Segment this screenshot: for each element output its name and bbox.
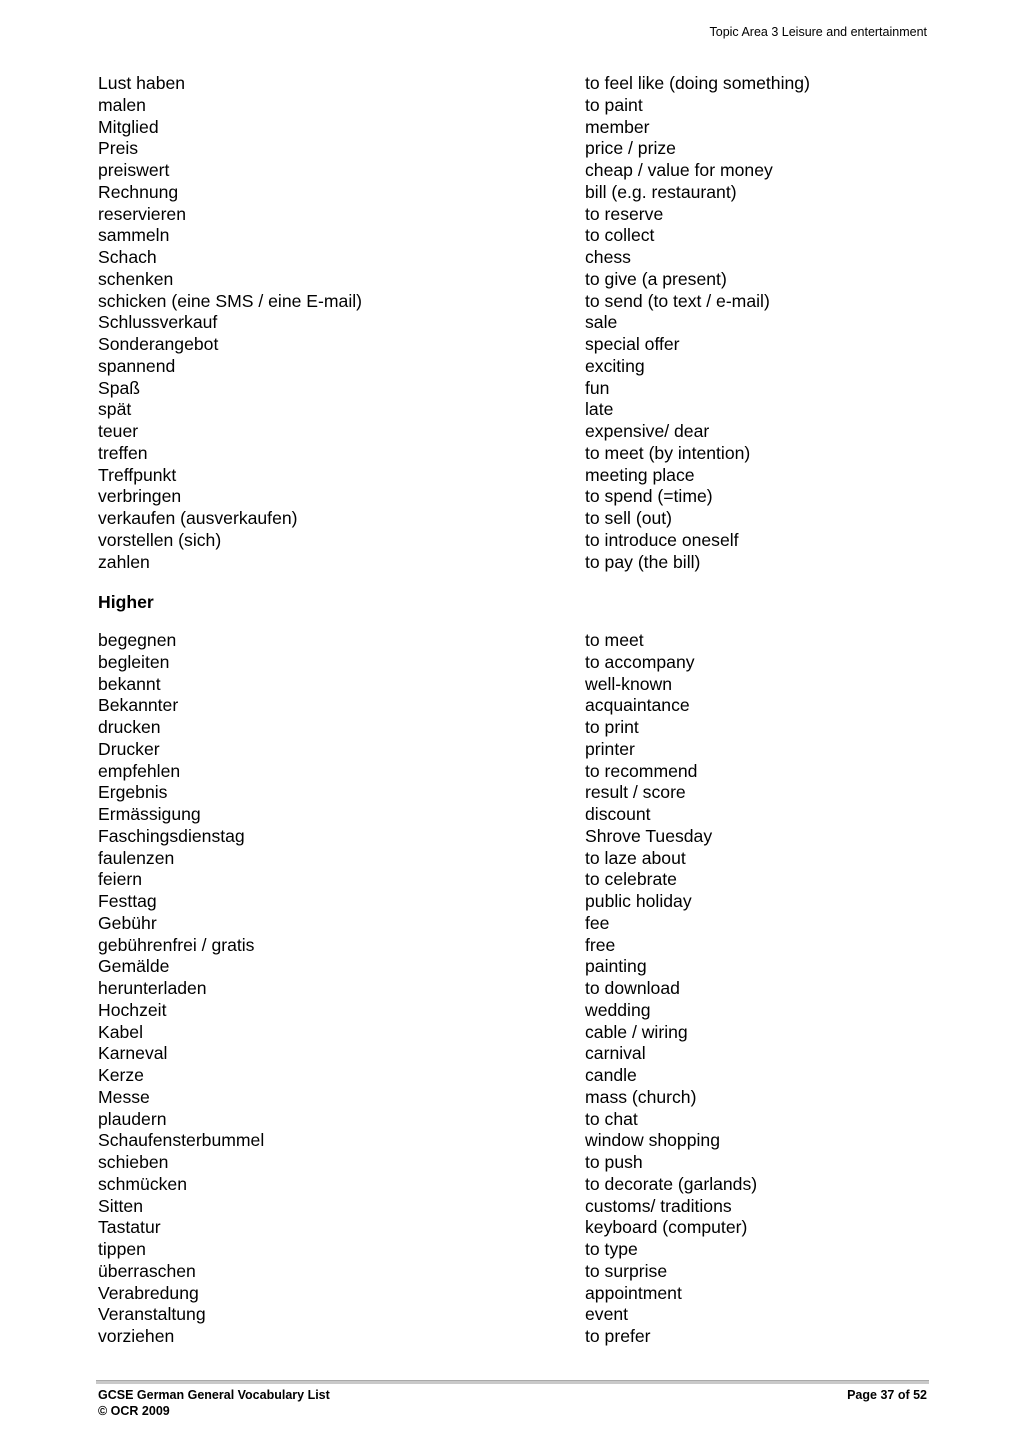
english-translation: event [585,1304,629,1325]
vocab-row [98,1304,928,1326]
german-term: reservieren [98,203,187,224]
german-term: vorstellen (sich) [98,529,222,550]
german-term: teuer [98,421,139,441]
english-translation: public holiday [585,891,692,911]
english-translation: to pay (the bill) [585,551,701,572]
german-term: begegnen [98,630,177,650]
german-term: empfehlen [98,760,181,781]
vocab-row [98,378,928,400]
english-translation: window shopping [585,1130,720,1151]
german-term: Schaufensterbummel [98,1130,265,1151]
vocab-row [98,1130,928,1152]
english-translation: appointment [585,1282,682,1303]
vocab-row [98,334,928,356]
english-translation: mass (church) [585,1086,697,1107]
german-term: spät [98,399,132,420]
vocab-row [98,1000,928,1022]
english-translation: to prefer [585,1326,651,1346]
german-term: Faschingsdienstag [98,825,245,846]
german-term: bekannt [98,673,161,694]
english-translation: to reserve [585,203,664,224]
vocab-row [98,804,928,826]
basic-vocab-list [98,73,928,573]
vocab-row [98,739,928,761]
german-term: sammeln [98,225,170,246]
german-term: Schach [98,247,157,267]
english-translation: fun [585,377,610,398]
english-translation: to send (to text / e-mail) [585,290,770,311]
vocab-row [98,761,928,783]
vocab-row [98,978,928,1000]
vocab-row [98,1174,928,1196]
english-translation: bill (e.g. restaurant) [585,181,737,202]
vocab-row [98,1022,928,1044]
english-translation: late [585,399,614,420]
vocab-row [98,399,928,421]
english-translation: to decorate (garlands) [585,1173,758,1194]
page-number: Page 37 of 52 [847,1388,927,1402]
vocab-row [98,891,928,913]
vocab-row [98,421,928,443]
vocab-row [98,552,928,574]
footer-divider [96,1380,929,1384]
german-term: preiswert [98,160,170,180]
german-term: Ermässigung [98,804,201,824]
english-translation: wedding [585,999,651,1020]
vocab-row [98,530,928,552]
german-term: zahlen [98,551,150,572]
german-term: Karneval [98,1043,168,1064]
german-term: verbringen [98,486,182,507]
vocab-row [98,312,928,334]
german-term: überraschen [98,1260,196,1281]
footer-title: GCSE German General Vocabulary List [98,1388,330,1402]
vocab-row [98,204,928,226]
vocab-row [98,443,928,465]
english-translation: to give (a present) [585,268,727,289]
english-translation: to push [585,1152,643,1172]
german-term: Treffpunkt [98,464,177,485]
german-term: Messe [98,1086,150,1107]
vocab-row [98,848,928,870]
vocab-row [98,695,928,717]
german-term: Mitglied [98,116,159,137]
vocab-row [98,225,928,247]
vocab-row [98,356,928,378]
vocab-row [98,182,928,204]
vocab-row [98,138,928,160]
english-translation: to celebrate [585,869,677,890]
german-term: Lust haben [98,73,186,93]
page-header-topic: Topic Area 3 Leisure and entertainment [709,25,927,39]
vocab-row [98,1196,928,1218]
german-term: begleiten [98,651,170,672]
english-translation: acquaintance [585,695,690,716]
english-translation: to recommend [585,760,698,781]
german-term: Kerze [98,1065,144,1085]
vocab-row [98,1087,928,1109]
vocab-row [98,956,928,978]
english-translation: to sell (out) [585,508,673,528]
vocab-row [98,1065,928,1087]
german-term: Gebühr [98,912,157,933]
footer-copyright: © OCR 2009 [98,1404,170,1418]
german-term: Bekannter [98,695,179,716]
vocab-row [98,1283,928,1305]
german-term: Spaß [98,377,141,398]
german-term: malen [98,94,146,115]
german-term: drucken [98,717,161,737]
english-translation: to spend (=time) [585,486,713,507]
english-translation: to laze about [585,847,686,868]
english-translation: price / prize [585,138,676,159]
english-translation: discount [585,804,651,824]
footer-document-info [98,1387,330,1419]
vocab-row [98,869,928,891]
german-term: Hochzeit [98,999,167,1020]
german-term: treffen [98,442,148,463]
english-translation: to surprise [585,1260,668,1281]
german-term: Festtag [98,891,157,911]
vocab-row [98,1261,928,1283]
english-translation: painting [585,956,647,977]
german-term: gebührenfrei / gratis [98,934,255,955]
english-translation: free [585,934,616,955]
german-term: Ergebnis [98,782,168,803]
english-translation: to collect [585,225,655,246]
german-term: vorziehen [98,1326,175,1346]
german-term: tippen [98,1239,146,1259]
german-term: Rechnung [98,181,179,202]
english-translation: sale [585,312,618,333]
english-translation: expensive/ dear [585,421,710,441]
german-term: Veranstaltung [98,1304,206,1325]
vocab-row [98,674,928,696]
german-term: Drucker [98,738,160,759]
vocab-row [98,1239,928,1261]
english-translation: to feel like (doing something) [585,73,810,93]
german-term: faulenzen [98,847,175,868]
english-translation: member [585,116,650,137]
vocab-row [98,1109,928,1131]
english-translation: to download [585,978,680,998]
german-term: schieben [98,1152,169,1172]
german-term: Verabredung [98,1282,199,1303]
german-term: Sitten [98,1195,143,1216]
english-translation: to chat [585,1108,638,1129]
vocab-row [98,95,928,117]
german-term: Schlussverkauf [98,312,218,333]
english-translation: customs/ traditions [585,1195,732,1216]
german-term: feiern [98,869,143,890]
english-translation: carnival [585,1043,646,1064]
english-translation: to accompany [585,651,695,672]
section-title-higher: Higher [98,592,154,612]
german-term: schicken (eine SMS / eine E-mail) [98,290,363,311]
german-term: plaudern [98,1108,167,1129]
english-translation: to meet [585,630,644,650]
german-term: schenken [98,268,174,289]
english-translation: to print [585,717,639,737]
german-term: schmücken [98,1173,187,1194]
vocab-row [98,269,928,291]
english-translation: Shrove Tuesday [585,825,713,846]
english-translation: to meet (by intention) [585,442,751,463]
vocab-row [98,1152,928,1174]
english-translation: printer [585,738,635,759]
english-translation: meeting place [585,464,695,485]
english-translation: to type [585,1239,638,1259]
vocab-row [98,717,928,739]
vocab-row [98,1043,928,1065]
english-translation: well-known [585,673,673,694]
english-translation: candle [585,1065,637,1085]
vocab-row [98,652,928,674]
vocab-row [98,1326,928,1348]
vocab-row [98,291,928,313]
german-term: Gemälde [98,956,170,977]
vocab-row [98,630,928,652]
vocab-row [98,913,928,935]
english-translation: fee [585,912,610,933]
german-term: Tastatur [98,1217,161,1238]
german-term: Kabel [98,1021,143,1042]
vocab-row [98,247,928,269]
english-translation: special offer [585,334,680,354]
german-term: herunterladen [98,978,207,998]
vocab-row [98,73,928,95]
english-translation: to paint [585,94,643,115]
vocab-row [98,782,928,804]
german-term: Sonderangebot [98,334,219,354]
english-translation: to introduce oneself [585,529,739,550]
vocab-row [98,117,928,139]
german-term: spannend [98,355,176,376]
english-translation: keyboard (computer) [585,1217,748,1238]
vocab-row [98,508,928,530]
vocab-row [98,935,928,957]
higher-vocab-list [98,630,928,1348]
german-term: Preis [98,138,139,159]
english-translation: chess [585,247,631,267]
vocab-row [98,160,928,182]
english-translation: exciting [585,355,645,376]
english-translation: cheap / value for money [585,160,773,180]
vocab-row [98,486,928,508]
english-translation: result / score [585,782,686,803]
vocab-row [98,1217,928,1239]
vocab-row [98,826,928,848]
english-translation: cable / wiring [585,1021,688,1042]
vocab-row [98,465,928,487]
german-term: verkaufen (ausverkaufen) [98,508,298,528]
